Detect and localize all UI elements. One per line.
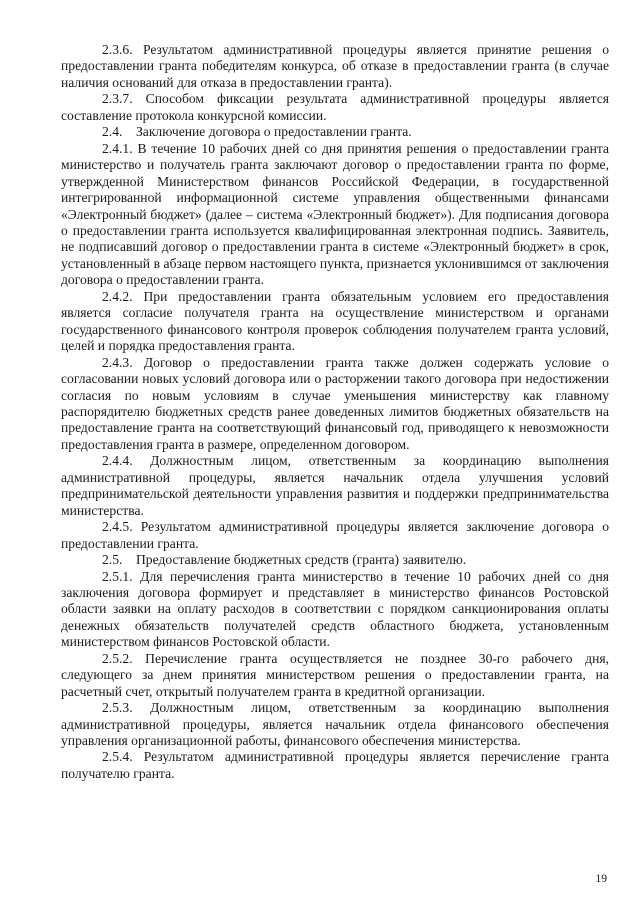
paragraph-2-4-4: 2.4.4. Должностным лицом, ответственным за координацию выполнения административной процедуры, является начальник отдела улучшения условий предпринимательской деятельности управления развития и поддержки предпринимательства министерства. bbox=[61, 453, 609, 518]
paragraph-2-4-3: 2.4.3. Договор о предоставлении гранта также должен содержать условие о согласовании новых условий договора или о расторжении такого договора при недостижении согласия по новым условиям в случае уменьшения министерству как главному распорядителю бюджетных средств ранее доведенных лимитов бюджетных обязательств на предоставление гранта на соответствующий финансовый год, приводящего к невозможности предоставления гранта в размере, определенном договором. bbox=[61, 354, 609, 452]
paragraph-2-5-4: 2.5.4. Результатом административной процедуры является перечисление гранта получателю гранта. bbox=[61, 749, 609, 781]
section-heading-2-5: 2.5. Предоставление бюджетных средств (гранта) заявителю. bbox=[102, 552, 467, 568]
paragraph-2-5-2: 2.5.2. Перечисление гранта осуществляется не позднее 30-го рабочего дня, следующего за днем принятия министерством решения о предоставлении гранта, на расчетный счет, открытый получателем гранта в кредитной организации. bbox=[61, 650, 609, 699]
section-heading-2-4: 2.4. Заключение договора о предоставлении гранта. bbox=[102, 124, 412, 140]
paragraph-2-4-1: 2.4.1. В течение 10 рабочих дней со дня принятия решения о предоставлении гранта министерство и получатель гранта заключают договор о предоставлении гранта по форме, утвержденной Министерством финансов Российской Федерации, в государственной интегрированной информационной системе управления общественными финансами «Электронный бюджет» (далее – система «Электронный бюджет»). Для подписания договора о предоставлении гранта используется квалифицированная электронная подпись. Заявитель, не подписавший договор о предоставлении гранта в системе «Электронный бюджет» в срок, установленный в абзаце первом настоящего пункта, признается уклонившимся от заключения договора о предоставлении гранта. bbox=[61, 140, 609, 288]
document-body bbox=[61, 42, 609, 782]
paragraph-2-4-2: 2.4.2. При предоставлении гранта обязательным условием его предоставления является согласие получателя гранта на осуществление министерством и органами государственного финансового контроля проверок соблюдения получателем гранта условий, целей и порядка предоставления гранта. bbox=[61, 288, 609, 354]
paragraph-2-5-1: 2.5.1. Для перечисления гранта министерство в течение 10 рабочих дней со дня заключения договора формирует и представляет в министерство финансов Ростовской области заявки на оплату расходов в соответствии с порядком санкционирования оплаты денежных обязательств получателей средств областного бюджета, установленным министерством финансов Ростовской области. bbox=[61, 568, 609, 650]
paragraph-2-3-7: 2.3.7. Способом фиксации результата административной процедуры является составление протокола конкурсной комиссии. bbox=[61, 91, 609, 123]
paragraph-2-3-6: 2.3.6. Результатом административной процедуры является принятие решения о предоставлении гранта победителям конкурса, об отказе в предоставлении гранта (в случае наличия оснований для отказа в предоставлении гранта). bbox=[61, 42, 609, 90]
paragraph-2-5-3: 2.5.3. Должностным лицом, ответственным за координацию выполнения административной процедуры, является начальник отдела финансового обеспечения управления организационной работы, финансового обеспечения министерства. bbox=[61, 700, 609, 749]
page-number: 19 bbox=[595, 873, 607, 885]
paragraph-2-4-5: 2.4.5. Результатом административной процедуры является заключение договора о предоставлении гранта. bbox=[61, 519, 609, 551]
